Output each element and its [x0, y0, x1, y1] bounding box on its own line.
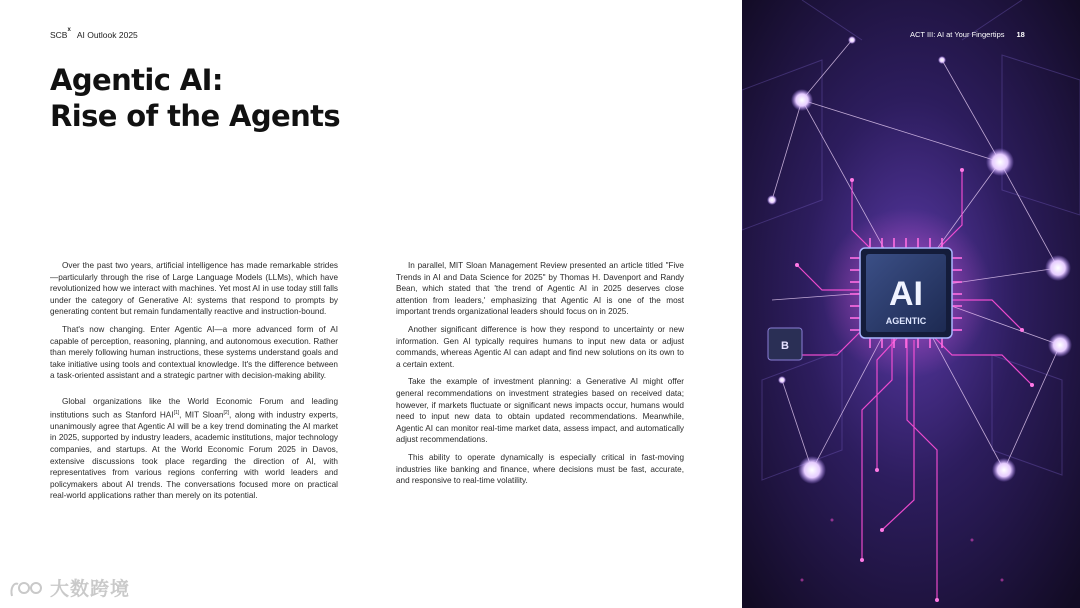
svg-text:AI: AI	[889, 275, 923, 313]
title-line-2: Rise of the Agents	[50, 99, 341, 133]
brand-logo: SCB$^x$	[50, 27, 71, 40]
title-line-1: Agentic AI:	[50, 63, 223, 97]
watermark	[8, 574, 130, 601]
paragraph: Global organizations like the World Economic Forum and leading institutions such as Stanford HAI[1], MIT Sloan[2], along with industry experts, unanimously agree that Agentic AI will be a key trend dominating the AI market in 2025, supported by industry leaders, academic institutions, major technology companies, and startups. At the World Economic Forum 2025 in Davos, extensive discussions took place regarding the direction of AI, with representatives from various regions conferring with world leaders and policymakers about AI trends. The conversations focused more on practical real-world applications rather than merely on its potential.	[50, 396, 338, 501]
section-title: ACT III: AI at Your Fingertips	[910, 30, 1005, 39]
paragraph: Another significant difference is how they respond to uncertainty or new information. Gen AI typically requires humans to input new data or adjust commands, whereas Agentic AI can adapt and find new solutions on its own to a certain extent.	[396, 324, 684, 369]
paragraph: Over the past two years, artificial intelligence has made remarkable strides—particularly through the rise of Large Language Models (LLMs), which have revolutionized how we interact with machines. Yet most AI in use today still falls under the category of Generative AI: systems that respond to prompts by generating content but remain fundamentally reactive and instruction-bound.	[50, 261, 338, 317]
small-chip	[768, 328, 802, 360]
brand-mark: x	[67, 27, 71, 34]
svg-text:AGENTIC: AGENTIC	[885, 316, 927, 326]
document-header	[50, 27, 138, 40]
paragraph: This ability to operate dynamically is especially critical in fast-moving industries like banking and finance, where decisions must be fast, accurate, and responsive to real-time volatility.	[396, 452, 684, 486]
page-number: 18	[1016, 30, 1025, 39]
agentic-ai-illustration	[742, 0, 1080, 608]
footnote-ref: [1]	[173, 409, 180, 416]
paragraph: That's now changing. Enter Agentic AI—a more advanced form of AI capable of perception, reasoning, planning, and autonomous execution. Rather than merely following human instructions, these systems understand goals and take initiative using tools and contextual knowledge. It's the difference between a task-oriented assistant and a strategic partner with decision-making ability.	[50, 324, 338, 381]
watermark-logo-icon	[8, 576, 46, 600]
text-column-left	[50, 260, 338, 508]
watermark-text: 大数跨境	[50, 579, 131, 600]
footnote-ref: [2]	[223, 409, 230, 416]
section-header	[910, 30, 1025, 39]
paragraph: In parallel, MIT Sloan Management Review presented an article titled "Five Trends in AI and Data Science for 2025" by Thomas H. Davenport and Randy Bean, which stated that 'the trend of Agentic AI in 2025 deserves close attention from leaders,' emphasizing that Agentic AI is one of the most important trends organizational leaders should focus on in 2025.	[396, 261, 684, 317]
page-title	[50, 62, 340, 134]
publication-title: AI Outlook 2025	[76, 30, 138, 40]
paragraph: Take the example of investment planning: a Generative AI might offer general recommendations on investment strategies based on received data; however, if markets fluctuate or significant news impacts occur, humans would need to input new data to obtain updated recommendations. Meanwhile, Agentic AI can monitor real-time market data, assess impact, and automatically adjust recommendations.	[396, 377, 684, 445]
ai-chip	[850, 238, 962, 348]
svg-text:B: B	[781, 340, 789, 352]
text-column-right	[396, 260, 684, 493]
